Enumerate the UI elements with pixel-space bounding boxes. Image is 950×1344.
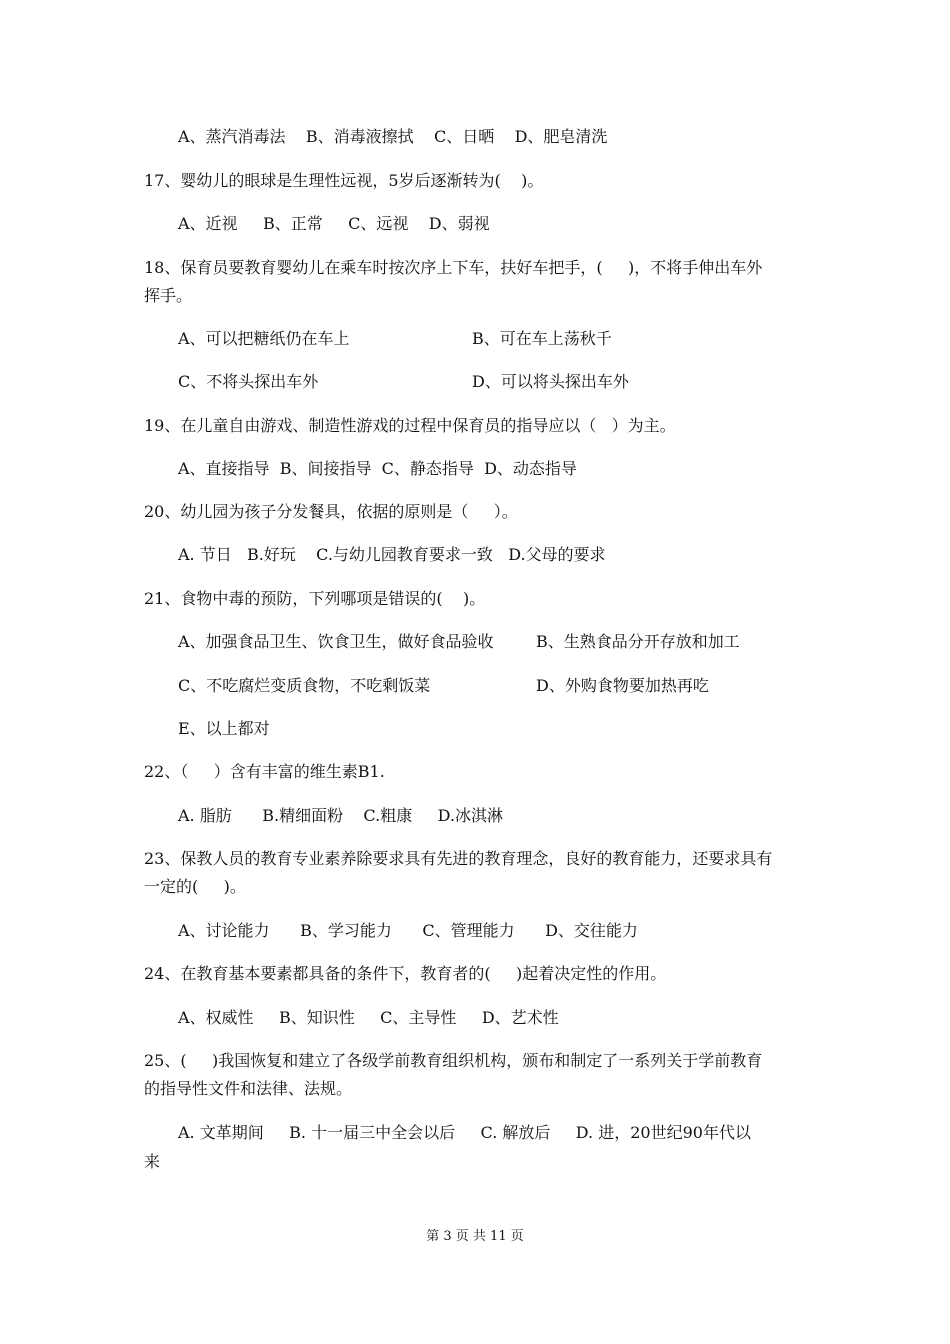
q21-option-b: B、生熟食品分开存放和加工 — [536, 632, 740, 651]
q24-options: A、权威性 B、知识性 C、主导性 D、艺术性 — [178, 1008, 559, 1027]
q21-option-a: A、加强食品卫生、饮食卫生，做好食品验收 — [178, 632, 494, 651]
q22-stem: 22、（ ）含有丰富的维生素B1. — [144, 762, 385, 781]
q20-stem: 20、幼儿园为孩子分发餐具，依据的原则是（ ）。 — [144, 502, 518, 521]
q18-stem-line1: 18、保育员要教育婴幼儿在乘车时按次序上下车，扶好车把手，( )，不将手伸出车外 — [144, 258, 763, 277]
q21-option-c: C、不吃腐烂变质食物，不吃剩饭菜 — [178, 676, 431, 695]
q21-stem: 21、食物中毒的预防，下列哪项是错误的( )。 — [144, 589, 486, 608]
q21-option-e: E、以上都对 — [178, 719, 270, 738]
q16-options: A、蒸汽消毒法 B、消毒液擦拭 C、日晒 D、肥皂清洗 — [178, 127, 608, 146]
q25-stem-line2: 的指导性文件和法律、法规。 — [144, 1079, 353, 1098]
q22-options: A. 脂肪 B.精细面粉 C.粗康 D.冰淇淋 — [178, 806, 503, 825]
page-footer: 第 3 页 共 11 页 — [426, 1229, 524, 1244]
q23-stem-line1: 23、保教人员的教育专业素养除要求具有先进的教育理念，良好的教育能力，还要求具有 — [144, 849, 773, 868]
q18-stem-line2: 挥手。 — [144, 286, 193, 305]
q18-option-b: B、可在车上荡秋千 — [472, 329, 612, 348]
q18-option-c: C、不将头探出车外 — [178, 372, 319, 391]
q19-stem: 19、在儿童自由游戏、制造性游戏的过程中保育员的指导应以（ ）为主。 — [144, 416, 676, 435]
q17-stem: 17、婴幼儿的眼球是生理性远视，5岁后逐渐转为( )。 — [144, 171, 544, 190]
q18-option-a: A、可以把糖纸仍在车上 — [178, 329, 350, 348]
q21-option-d: D、外购食物要加热再吃 — [536, 676, 709, 695]
q20-options: A. 节日 B.好玩 C.与幼儿园教育要求一致 D.父母的要求 — [178, 545, 606, 564]
q18-option-d: D、可以将头探出车外 — [472, 372, 629, 391]
q23-stem-line2: 一定的( )。 — [144, 877, 246, 896]
q25-stem-line1: 25、( )我国恢复和建立了各级学前教育组织机构，颁布和制定了一系列关于学前教育 — [144, 1051, 763, 1070]
q24-stem: 24、在教育基本要素都具备的条件下，教育者的( )起着决定性的作用。 — [144, 964, 667, 983]
q23-options: A、讨论能力 B、学习能力 C、管理能力 D、交往能力 — [178, 921, 638, 940]
q25-options-line2: 来 — [144, 1152, 161, 1171]
q25-options-line1: A. 文革期间 B. 十一届三中全会以后 C. 解放后 D. 进，20世纪90年代以 — [178, 1123, 751, 1142]
q19-options: A、直接指导 B、间接指导 C、静态指导 D、动态指导 — [178, 459, 577, 478]
q17-options: A、近视 B、正常 C、远视 D、弱视 — [178, 214, 490, 233]
